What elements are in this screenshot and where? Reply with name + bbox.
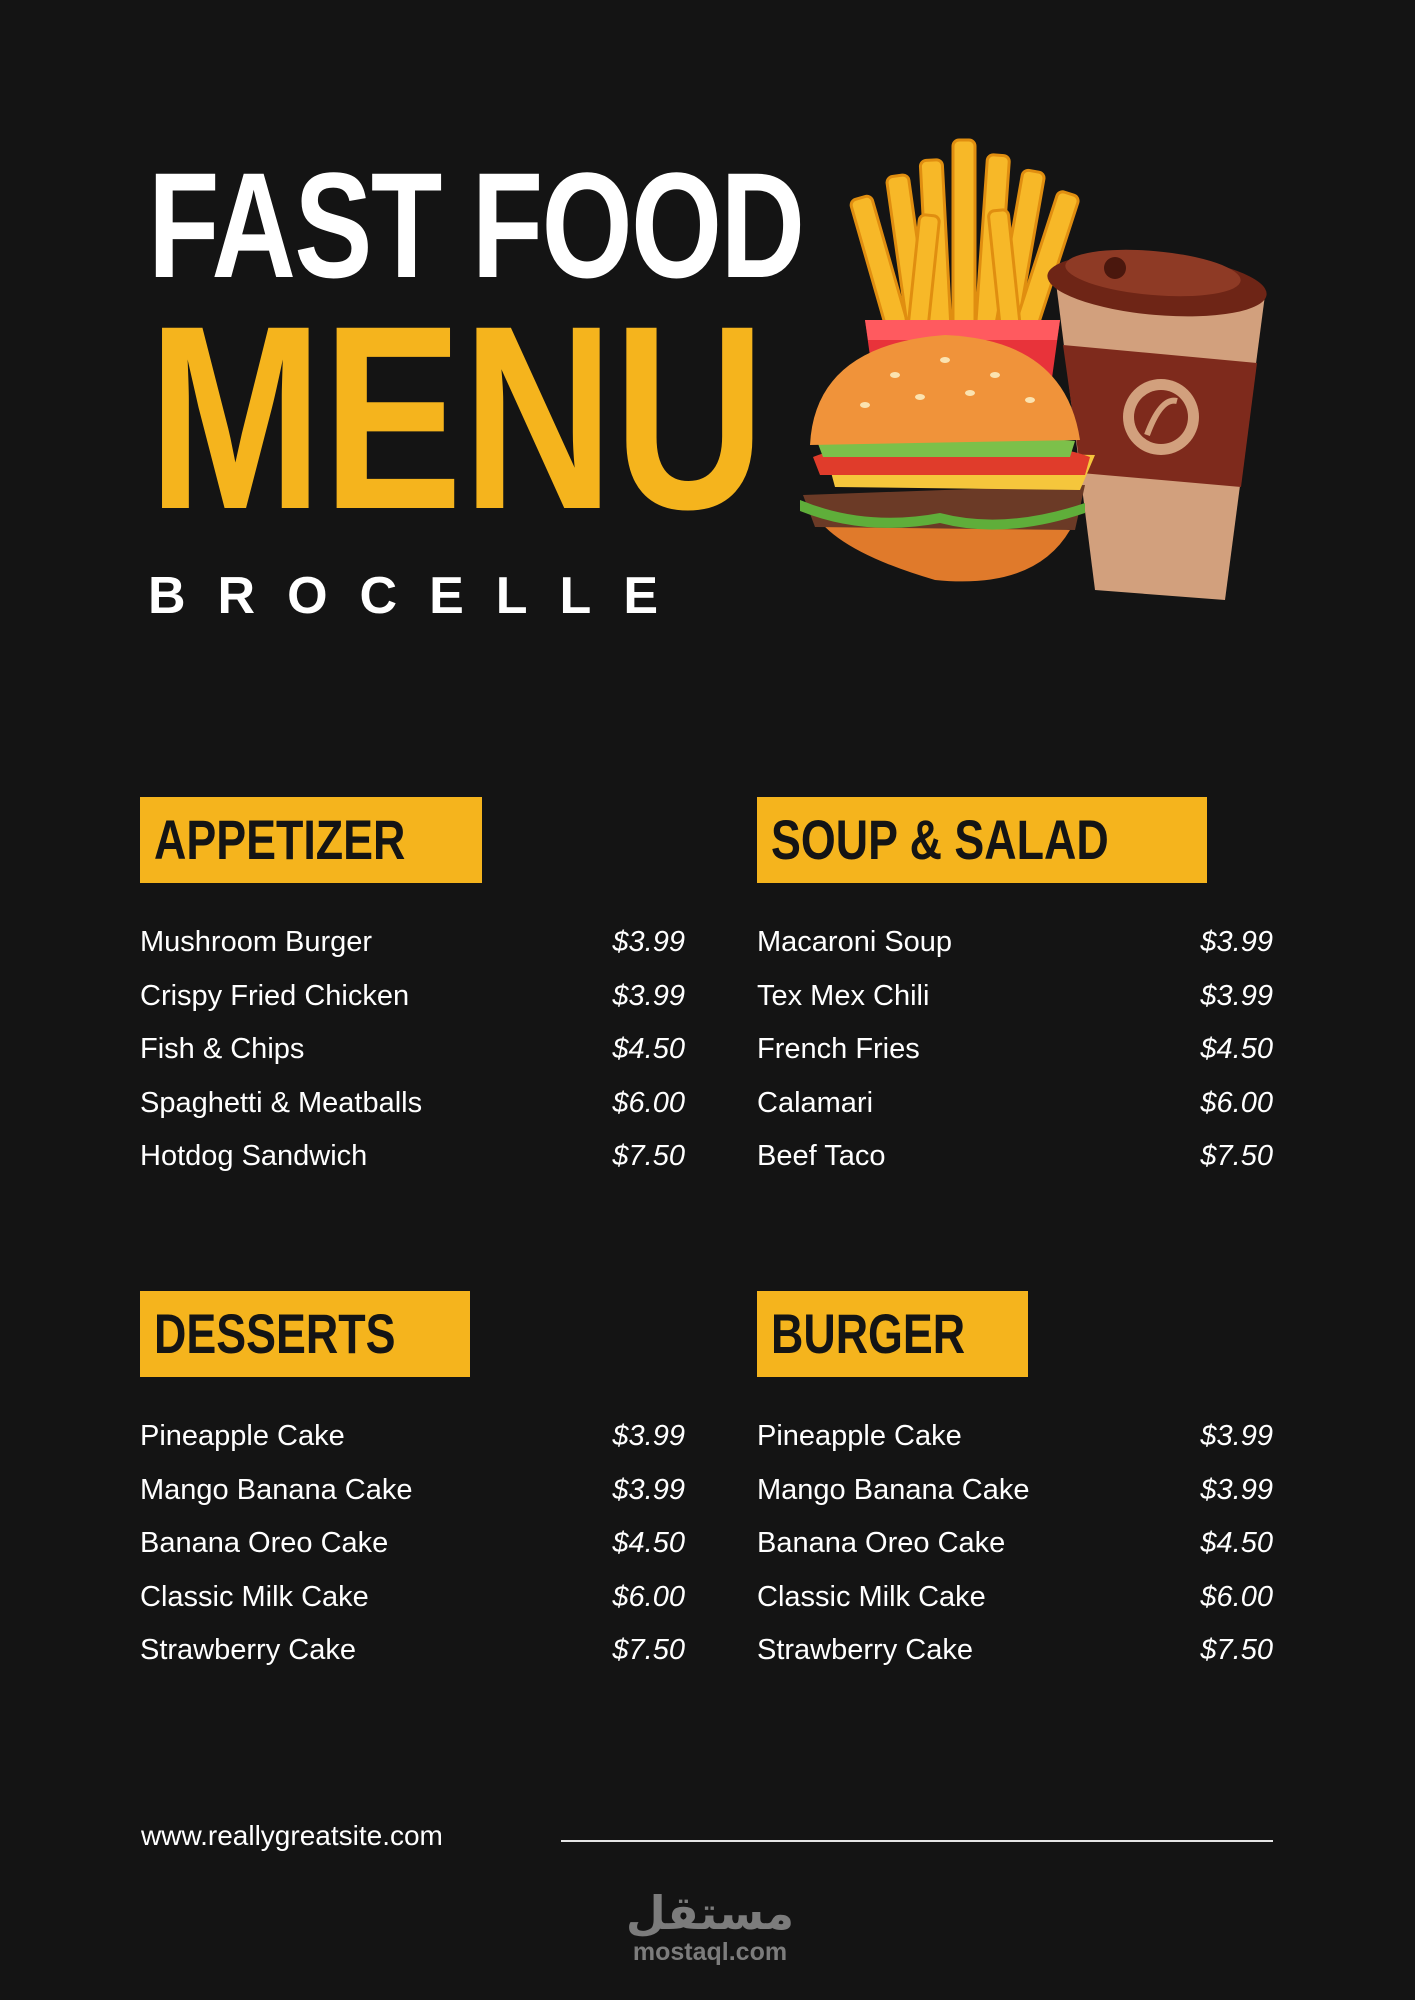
item-name: Fish & Chips (140, 1033, 305, 1065)
item-price: $7.50 (1200, 1140, 1273, 1172)
item-price: $3.99 (612, 1473, 685, 1506)
fast-food-illustration (795, 135, 1285, 615)
watermark-arabic: مستقل (625, 1886, 795, 1940)
item-name: Crispy Fried Chicken (140, 979, 410, 1012)
watermark-latin: mostaql.com (632, 1938, 788, 1966)
list-item (140, 926, 685, 980)
item-price: $3.99 (1200, 1420, 1273, 1452)
item-name: Mango Banana Cake (757, 1473, 1030, 1506)
list-item (140, 1033, 685, 1087)
item-price: $4.50 (1200, 1527, 1273, 1559)
item-name: Hotdog Sandwich (140, 1140, 368, 1172)
section-desserts (140, 1291, 685, 1688)
item-price: $6.00 (1200, 1086, 1273, 1119)
mostaql-watermark (620, 1888, 800, 1966)
list-item (140, 980, 685, 1034)
item-name: Calamari (757, 1086, 874, 1119)
desserts-list (140, 1420, 685, 1688)
item-price: $4.50 (1200, 1033, 1273, 1065)
item-price: $3.99 (612, 1420, 685, 1452)
item-name: Spaghetti & Meatballs (140, 1086, 423, 1119)
item-price: $3.99 (1200, 979, 1273, 1012)
item-price: $7.50 (612, 1634, 685, 1666)
section-title-desserts: DESSERTS (140, 1291, 470, 1377)
list-item (757, 1474, 1273, 1528)
item-name: Banana Oreo Cake (757, 1527, 1006, 1559)
item-name: Strawberry Cake (140, 1634, 356, 1666)
list-item (757, 980, 1273, 1034)
burger-list (757, 1420, 1273, 1688)
item-price: $4.50 (612, 1033, 685, 1065)
item-name: Macaroni Soup (757, 926, 953, 958)
item-price: $6.00 (1200, 1580, 1273, 1613)
list-item (140, 1474, 685, 1528)
item-price: $3.99 (1200, 926, 1273, 958)
item-name: Mango Banana Cake (140, 1473, 413, 1506)
item-name: Beef Taco (757, 1140, 886, 1172)
section-title-soup-salad: SOUP & SALAD (757, 797, 1207, 883)
section-title-burger: BURGER (757, 1291, 1028, 1377)
list-item (757, 1420, 1273, 1474)
item-name: Strawberry Cake (757, 1634, 973, 1666)
item-name: Tex Mex Chili (757, 979, 930, 1012)
list-item (757, 1087, 1273, 1141)
item-name: Classic Milk Cake (757, 1580, 986, 1613)
title-fast-food: FAST FOOD (148, 141, 804, 309)
item-name: Pineapple Cake (140, 1420, 345, 1452)
drink-cup-icon (1045, 243, 1269, 600)
item-price: $7.50 (612, 1140, 685, 1172)
item-name: French Fries (757, 1033, 920, 1065)
item-price: $3.99 (1200, 1473, 1273, 1506)
item-price: $3.99 (612, 979, 685, 1012)
item-name: Banana Oreo Cake (140, 1527, 389, 1559)
section-title-appetizer: APPETIZER (140, 797, 482, 883)
item-name: Classic Milk Cake (140, 1580, 369, 1613)
footer-divider (561, 1840, 1273, 1842)
section-appetizer (140, 797, 685, 1194)
list-item (140, 1087, 685, 1141)
list-item (757, 1527, 1273, 1581)
item-price: $6.00 (612, 1580, 685, 1613)
item-price: $4.50 (612, 1527, 685, 1559)
item-price: $7.50 (1200, 1634, 1273, 1666)
list-item (757, 1634, 1273, 1688)
list-item (140, 1527, 685, 1581)
list-item (140, 1420, 685, 1474)
list-item (140, 1581, 685, 1635)
brand-name: BROCELLE (148, 567, 690, 625)
item-price: $6.00 (612, 1086, 685, 1119)
section-burger (757, 1291, 1273, 1688)
item-name: Mushroom Burger (140, 926, 373, 958)
list-item (757, 1581, 1273, 1635)
item-name: Pineapple Cake (757, 1420, 962, 1452)
list-item (757, 926, 1273, 980)
list-item (757, 1140, 1273, 1194)
appetizer-list (140, 926, 685, 1194)
title-menu: MENU (148, 271, 766, 564)
item-price: $3.99 (612, 926, 685, 958)
list-item (140, 1140, 685, 1194)
section-soup-salad (757, 797, 1273, 1194)
soup-salad-list (757, 926, 1273, 1194)
list-item (140, 1634, 685, 1688)
list-item (757, 1033, 1273, 1087)
website-link: www.reallygreatsite.com (141, 1820, 443, 1851)
